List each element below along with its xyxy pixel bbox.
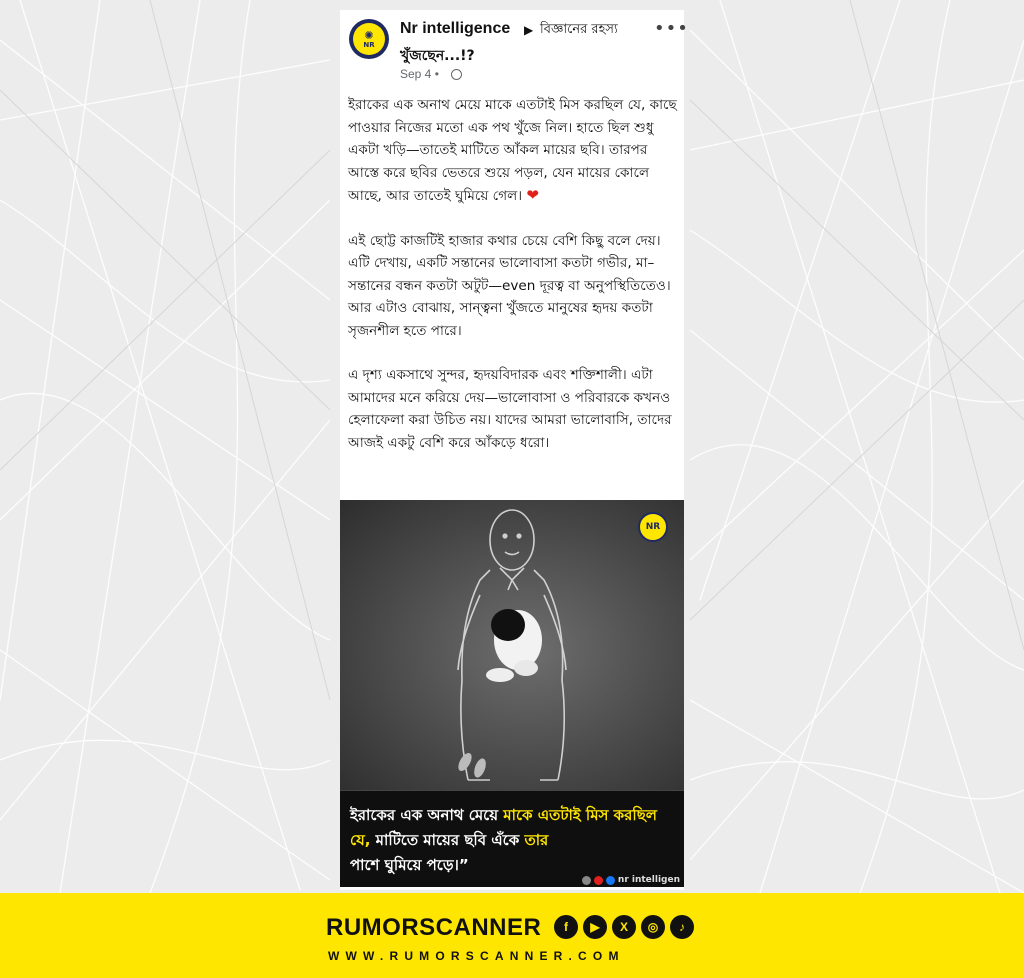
post-header [340, 10, 689, 98]
caption-text-3: পাশে ঘুমিয়ে পড়ে।” [350, 856, 469, 874]
post-body [348, 94, 678, 476]
facebook-icon [606, 876, 615, 885]
caption-text-1: ইরাকের এক অনাথ মেয়ে [350, 806, 504, 824]
post-paragraph-3: এ দৃশ্য একসাথে সুন্দর, হৃদয়বিদারক এবং শক্তিশালী। এটা আমাদের মনে করিয়ে দেয়—ভালোবাসা ও পরিবারকে কখনও হেলাফেলা করা উচিত নয়। যাদের আমরা ভালোবাসি, তাদের আজই একটু বেশি করে আঁকড়ে ধরো। [348, 367, 672, 451]
more-options-icon[interactable]: ••• [654, 18, 689, 39]
caption-highlight-2: তার [524, 831, 549, 849]
chalk-drawing-photo [340, 500, 684, 800]
footer-banner [0, 893, 1024, 978]
date-separator: • [434, 67, 439, 81]
caption-highlight-1: মাকে এতটাই মিস করছিল যে, [350, 806, 657, 849]
group-name-link-line2[interactable]: খুঁজছেন...!? [400, 48, 475, 64]
triangle-right-icon: ▶ [524, 23, 534, 37]
post-paragraph-2: এই ছোট্ট কাজটিই হাজার কথার চেয়ে বেশি কিছু বলে দেয়। এটি দেখায়, একটি সন্তানের ভালোবাসা কতটা গভীর, মা–সন্তানের বন্ধন কতটা অটুট—even দূরত্ব বা অনুপস্থিতিতেও। আর এটাও বোঝায়, সান্ত্বনা খুঁজতে মানুষের হৃদয় কতটা সৃজনশীল হতে পারে। [348, 232, 671, 339]
instagram-icon[interactable]: ◎ [641, 915, 665, 939]
globe-icon [451, 69, 462, 80]
tiktok-icon[interactable]: ♪ [670, 915, 694, 939]
page-avatar[interactable] [349, 19, 389, 59]
photo-logo: NR [638, 512, 668, 542]
facebook-post [340, 10, 689, 890]
post-paragraph-1: ইরাকের এক অনাথ মেয়ে মাকে এতটাই মিস করছিল যে, কাছে পাওয়ার নিজের মতো এক পথ খুঁজে নিল। হাতে ছিল শুধু একটা খড়ি—তাতেই মাটিতে আঁকল মায়ের ছবি। তারপর আস্তে করে ছবির ভেতরে শুয়ে পড়ল, যেন মায়ের কোলে আছে, আর তাতেই ঘুমিয়ে গেল। [348, 97, 677, 204]
image-caption [350, 803, 676, 878]
facebook-icon[interactable]: f [554, 915, 578, 939]
image-watermark [582, 875, 680, 885]
brain-icon: ✺ [364, 28, 374, 42]
brand-name: RUMORSCANNER [326, 914, 542, 941]
image-caption-box [340, 790, 684, 887]
youtube-icon[interactable]: ▶ [583, 915, 607, 939]
caption-text-2: মাটিতে মায়ের ছবি এঁকে [370, 831, 525, 849]
watermark-text: nr intelligen [617, 875, 680, 885]
watermark-dot-icon [582, 876, 591, 885]
group-name-link[interactable]: বিজ্ঞানের রহস্য [540, 22, 618, 37]
social-icons [554, 915, 694, 939]
post-date-text: Sep 4 [400, 67, 432, 81]
website-url[interactable]: WWW.RUMORSCANNER.COM [328, 949, 625, 963]
heart-icon: ❤ [526, 186, 539, 204]
youtube-icon [594, 876, 603, 885]
x-icon[interactable]: X [612, 915, 636, 939]
page-name-link[interactable]: Nr intelligence [400, 20, 511, 37]
avatar-text: NR [363, 40, 375, 49]
post-photo[interactable] [340, 500, 684, 800]
post-date[interactable] [400, 67, 439, 81]
